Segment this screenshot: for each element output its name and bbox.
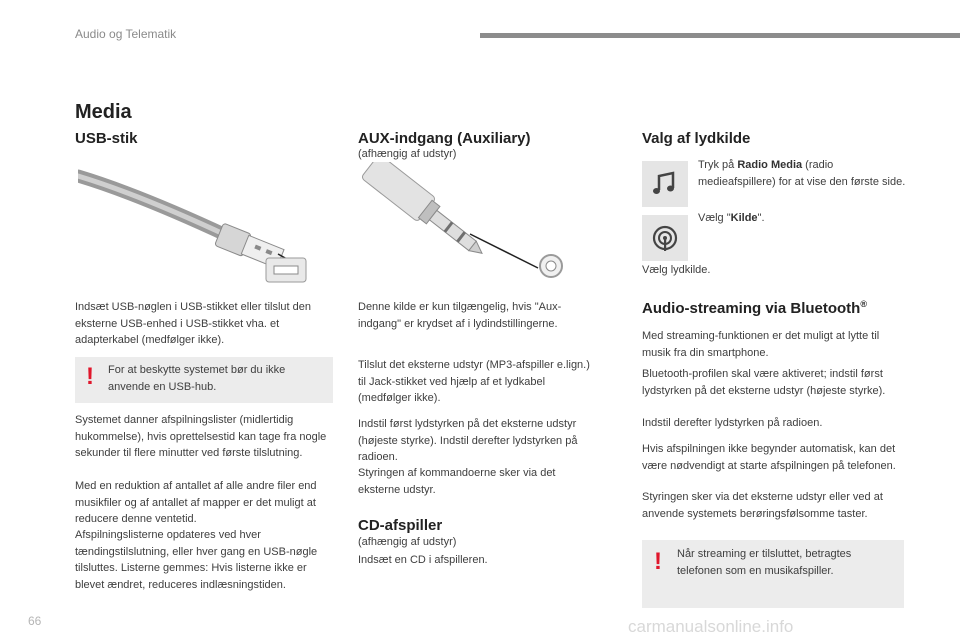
bt-heading-sup: ®	[860, 299, 867, 309]
source-step2-post: ".	[757, 212, 765, 224]
bt-note-box	[642, 540, 904, 608]
page-number: 66	[28, 614, 42, 628]
radio-source-icon	[650, 223, 680, 253]
source-step2	[698, 210, 908, 227]
cd-subheading: (afhængig af udstyr)	[358, 536, 457, 548]
music-note-icon	[650, 169, 680, 199]
cd-heading: CD-afspiller	[358, 517, 443, 534]
aux-heading: AUX-indgang (Auxiliary)	[358, 130, 531, 147]
source-step1	[698, 157, 908, 190]
source-step3: Vælg lydkilde.	[642, 264, 711, 276]
bt-para4: Hvis afspilningen ikke begynder automatisk, kan det være nødvendigt at starte afspilningen på telefonen.	[642, 443, 896, 472]
source-button[interactable]	[642, 215, 688, 261]
bt-para1: Med streaming-funktionen er det muligt at lytte til musik fra din smartphone.	[642, 330, 880, 359]
bt-para2: Bluetooth-profilen skal være aktiveret; indstil først lydstyrken på det eksterne udstyr (højeste styrke).	[642, 368, 886, 397]
header-title: Audio og Telematik	[75, 27, 177, 41]
aux-para1: Denne kilde er kun tilgængelig, hvis "Aux-indgang" er krydset af i lydindstillingerne.	[358, 301, 562, 330]
page-title: Media	[75, 101, 132, 123]
usb-para3: Med en reduktion af antallet af alle andre filer end musikfiler og af antallet af mapper er det muligt at reducere denne ventetid.	[75, 480, 317, 525]
usb-para4: Afspilningslisterne opdateres ved hver tændingstilslutning, eller hver gang en USB-nøgle tilsluttes. Listerne gemmes: Hvis listerne ikke er blevet ændret, reduceres indlæsningstiden.	[75, 529, 318, 591]
bt-note-text: Når streaming er tilsluttet, betragtes telefonen som en musikafspiller.	[677, 548, 852, 577]
bt-heading	[642, 299, 867, 317]
aux-subheading: (afhængig af udstyr)	[358, 148, 457, 160]
usb-heading: USB-stik	[75, 130, 138, 147]
watermark: carmanualsonline.info	[628, 617, 794, 636]
bt-heading-text: Audio-streaming via Bluetooth	[642, 300, 861, 317]
bt-para5: Styringen sker via det eksterne udstyr eller ved at anvende systemets berøringsfølsomme taster.	[642, 491, 883, 520]
warning-icon: !	[86, 363, 94, 390]
usb-connector-illustration	[78, 158, 318, 288]
aux-para2: Tilslut det eksterne udstyr (MP3-afspiller e.lign.) til Jack-stikket ved hjælp af et lydkabel (medfølger ikke).	[358, 359, 590, 404]
warning-icon: !	[654, 548, 662, 575]
source-step1-pre: Tryk på	[698, 159, 738, 171]
usb-para1: Indsæt USB-nøglen i USB-stikket eller tilslut den eksterne USB-enhed i USB-stikket vha. et adapterkabel (medfølger ikke).	[75, 301, 311, 346]
usb-note-text: For at beskytte systemet bør du ikke anvende en USB-hub.	[108, 364, 286, 393]
aux-para4: Styringen af kommandoerne sker via det eksterne udstyr.	[358, 467, 556, 496]
source-heading: Valg af lydkilde	[642, 130, 751, 147]
bt-para3: Indstil derefter lydstyrken på radioen.	[642, 417, 823, 429]
source-step2-pre: Vælg "	[698, 212, 731, 224]
usb-note-box	[75, 357, 333, 403]
cd-para1: Indsæt en CD i afspilleren.	[358, 554, 488, 566]
header-bar	[480, 33, 960, 38]
aux-para3: Indstil først lydstyrken på det eksterne udstyr (højeste styrke). Indstil derefter lydstyrken på radioen.	[358, 418, 578, 463]
music-note-button[interactable]	[642, 161, 688, 207]
usb-para2: Systemet danner afspilningslister (midlertidig hukommelse), hvis oprettelsestid kan tage fra nogle sekunder til flere minutter ved første tilslutning.	[75, 414, 327, 459]
jack-plug-illustration	[358, 162, 578, 282]
source-step1-post: (radio medieafspillere) for at vise den første side.	[698, 159, 906, 188]
kilde-label: Kilde	[730, 212, 758, 224]
radio-media-label: Radio Media	[737, 159, 803, 171]
